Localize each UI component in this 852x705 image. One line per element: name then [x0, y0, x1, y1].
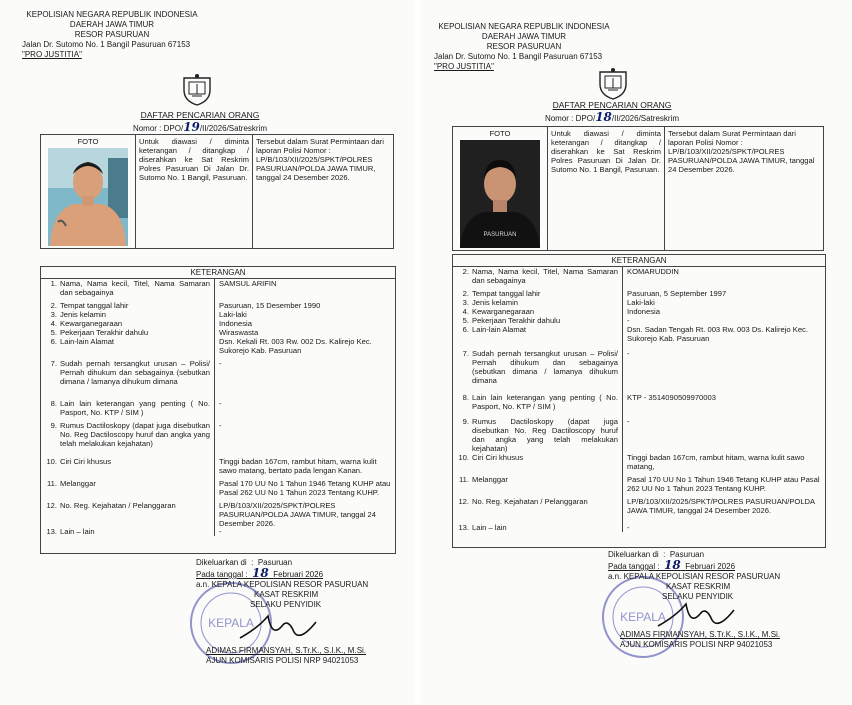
table-row: 4. Kewarganegaraan Indonesia	[50, 319, 252, 328]
keterangan-table	[40, 266, 396, 554]
handwritten-day: 18	[252, 566, 269, 580]
agency-name: KEPOLISIAN NEGARA REPUBLIK INDONESIA	[438, 22, 610, 31]
table-row: 2. Tempat tanggal lahir Pasuruan, 15 Desember 1990	[50, 301, 321, 310]
handwritten-number: 19	[183, 120, 200, 134]
table-row: 1. Nama, Nama kecil, Titel, Nama Samaran dan sebagainya SAMSUL ARIFIN	[41, 279, 395, 301]
instruction-cell: Untuk diawasi / diminta keterangan / ditangkap / diserahkan ke Sat Reskrim Polres Pasuruan Di Jalan Dr. Sutomo No. 1 Bangil, Pasuruan.	[548, 127, 665, 251]
reference-cell: Tersebut dalam Surat Permintaan dari laporan Polisi Nomor : LP/B/103/XII/2025/SPKT/POLRES PASURUAN/POLDA JAWA TIMUR, tanggal 24 Desember 2026.	[665, 127, 824, 251]
table-row: 10. Ciri Ciri khusus Tinggi badan 167cm, rambut hitam, warna kulit sawo matang, bertato pada lengan Kanan.	[41, 457, 395, 479]
police-emblem-icon	[596, 66, 630, 100]
handwritten-day: 18	[664, 558, 681, 572]
document-number: Nomor : DPO/18/II/2026/Satreskrim	[544, 110, 680, 124]
table-row: 9. Rumus Dactiloskopy (dapat juga disebutkan No. Reg Dactiloscopy huruf dan angka yang telah melakukan kejahatan) -	[462, 417, 630, 453]
officer-block	[620, 630, 780, 650]
region-name: DAERAH JAWA TIMUR	[69, 20, 155, 29]
table-row: 7. Sudah pernah tersangkut urusan – Polisi/ Pernah dihukum dan sebagainya (sebutkan dimana / lamanya dihukum dimana -	[453, 349, 825, 393]
resort-name: RESOR PASURUAN	[486, 42, 562, 51]
pro-justitia: "PRO JUSTITIA"	[434, 62, 494, 71]
document-number: Nomor : DPO/19/II/2026/Satreskrim	[132, 120, 268, 134]
table-row: 11. Melanggar Pasal 170 UU No 1 Tahun 1946 Tetang KUHP atau Pasal 262 UU No 1 Tahun 2023 Tentang KUHP.	[41, 479, 395, 501]
shirt-print: PASURUAN	[483, 232, 517, 238]
pro-justitia: "PRO JUSTITIA"	[22, 50, 82, 59]
wanted-notice-left	[0, 0, 414, 705]
table-row: 13. Lain – lain -	[458, 523, 630, 532]
photo-label: FOTO	[489, 129, 511, 138]
table-row: 2. Tempat tanggal lahir Pasuruan, 5 September 1997	[462, 289, 727, 298]
table-row: 11. Melanggar Pasal 170 UU No 1 Tahun 1946 Tetang KUHP atau Pasal 262 UU No 1 Tahun 2023 Tentang KUHP.	[453, 475, 825, 497]
letterhead	[434, 22, 614, 72]
stamp-text: KEPALA	[620, 610, 666, 624]
address: Jalan Dr. Sutomo No. 1 Bangil Pasuruan 67153	[22, 40, 191, 49]
table-row: 8. Lain lain keterangan yang penting ( No. Pasport, No. KTP / SIM ) -	[41, 399, 395, 421]
officer-block	[206, 646, 366, 666]
table-row: 13. Lain – lain -	[46, 527, 222, 536]
address: Jalan Dr. Sutomo No. 1 Bangil Pasuruan 67153	[434, 52, 603, 61]
stamp-text: KEPALA	[208, 616, 254, 630]
officer-rank: AJUN KOMISARIS POLISI NRP 94021053	[620, 640, 773, 649]
photo-cell	[453, 127, 548, 251]
officer-rank: AJUN KOMISARIS POLISI NRP 94021053	[206, 656, 359, 665]
table-row: 3. Jenis kelamin Laki-laki	[50, 310, 247, 319]
reference-cell: Tersebut dalam Surat Permintaan dari laporan Polisi Nomor : LP/B/103/XII/2025/SPKT/POLRES PASURUAN/POLDA JAWA TIMUR, tanggal 24 Desember 2026.	[253, 135, 394, 249]
photo-info-table	[40, 134, 394, 249]
document-title: DAFTAR PENCARIAN ORANG	[552, 100, 672, 110]
keterangan-header: KETERANGAN	[41, 267, 395, 279]
table-row: 6. Lain-lain Alamat Dsn. Kekali Rt. 003 Rw. 002 Ds. Kalirejo Kec. Sukorejo Kab. Pasuruan	[41, 337, 395, 359]
document-title-block	[130, 110, 270, 134]
letterhead	[22, 10, 202, 60]
document-title: DAFTAR PENCARIAN ORANG	[140, 110, 260, 120]
agency-name: KEPOLISIAN NEGARA REPUBLIK INDONESIA	[26, 10, 198, 19]
photo-info-table	[452, 126, 824, 251]
wanted-notice-right	[420, 0, 852, 705]
suspect-photo	[48, 148, 128, 246]
table-row: 6. Lain-lain Alamat Dsn. Sadan Tengah Rt. 003 Rw. 003 Ds. Kalirejo Kec. Sukorejo Kab. Pasuruan	[453, 325, 825, 349]
table-row: 9. Rumus Dactiloskopy (dapat juga disebutkan No. Reg Dactiloscopy huruf dan angka yang telah melakukan kejahatan) -	[41, 421, 395, 457]
table-row: 5. Pekerjaan Terakhir dahulu -	[462, 316, 630, 325]
region-name: DAERAH JAWA TIMUR	[481, 32, 567, 41]
table-row: 7. Sudah pernah tersangkut urusan – Polisi/ Pernah dihukum dan sebagainya (sebutkan dimana / lamanya dihukum dimana -	[41, 359, 395, 399]
officer-name: ADIMAS FIRMANSYAH, S.Tr.K., S.I.K., M.Si.	[206, 646, 367, 655]
photo-label: FOTO	[77, 137, 99, 146]
photo-cell	[41, 135, 136, 249]
keterangan-table	[452, 254, 826, 548]
table-row: 8. Lain lain keterangan yang penting ( No. Pasport, No. KTP / SIM ) KTP - 3514090509970003	[453, 393, 825, 417]
table-row: 12. No. Reg. Kejahatan / Pelanggaran LP/B/103/XII/2025/SPKT/POLRES PASURUAN/POLDA JAWA TIMUR, tanggal 24 Desember 2026.	[46, 501, 376, 528]
police-emblem-icon	[180, 72, 214, 106]
handwritten-number: 18	[595, 110, 612, 124]
table-row: 4. Kewarganegaraan Indonesia	[462, 307, 660, 316]
keterangan-header: KETERANGAN	[453, 255, 825, 267]
resort-name: RESOR PASURUAN	[74, 30, 150, 39]
table-row: 2. Nama, Nama kecil, Titel, Nama Samaran dan sebagainya KOMARUDDIN	[453, 267, 825, 289]
table-row: 5. Pekerjaan Terakhir dahulu Wiraswasta	[50, 328, 259, 337]
signature-scribble-icon	[238, 608, 318, 648]
document-title-block	[542, 100, 682, 124]
signature-block: Dikeluarkan di : Pasuruan Pada tanggal : 18 Februari 2026 a.n. KEPALA KEPOLISIAN RESOR PASURUAN KASAT RESKRIM SELAKU PENYIDIK	[608, 550, 781, 601]
table-row: 10. Ciri Ciri khusus Tinggi badan 167cm, rambut hitam, warna kulit sawo matang,	[453, 453, 825, 475]
table-row: 12. No. Reg. Kejahatan / Pelanggaran LP/B/103/XII/2025/SPKT/POLRES PASURUAN/POLDA JAWA TIMUR, tanggal 24 Desember 2026.	[453, 497, 825, 523]
suspect-photo	[460, 140, 540, 248]
table-row: 3. Jenis kelamin Laki-laki	[462, 298, 655, 307]
officer-name: ADIMAS FIRMANSYAH, S.Tr.K., S.I.K., M.Si.	[620, 630, 781, 639]
signature-block: Dikeluarkan di : Pasuruan Pada tanggal : 18 Februari 2026 a.n. KEPALA KEPOLISIAN RESOR PASURUAN KASAT RESKRIM SELAKU PENYIDIK	[196, 558, 369, 609]
instruction-cell: Untuk diawasi / diminta keterangan / ditangkap / diserahkan ke Sat Reskrim Polres Pasuruan Di Jalan Dr. Sutomo No. 1 Bangil, Pasuruan.	[136, 135, 253, 249]
